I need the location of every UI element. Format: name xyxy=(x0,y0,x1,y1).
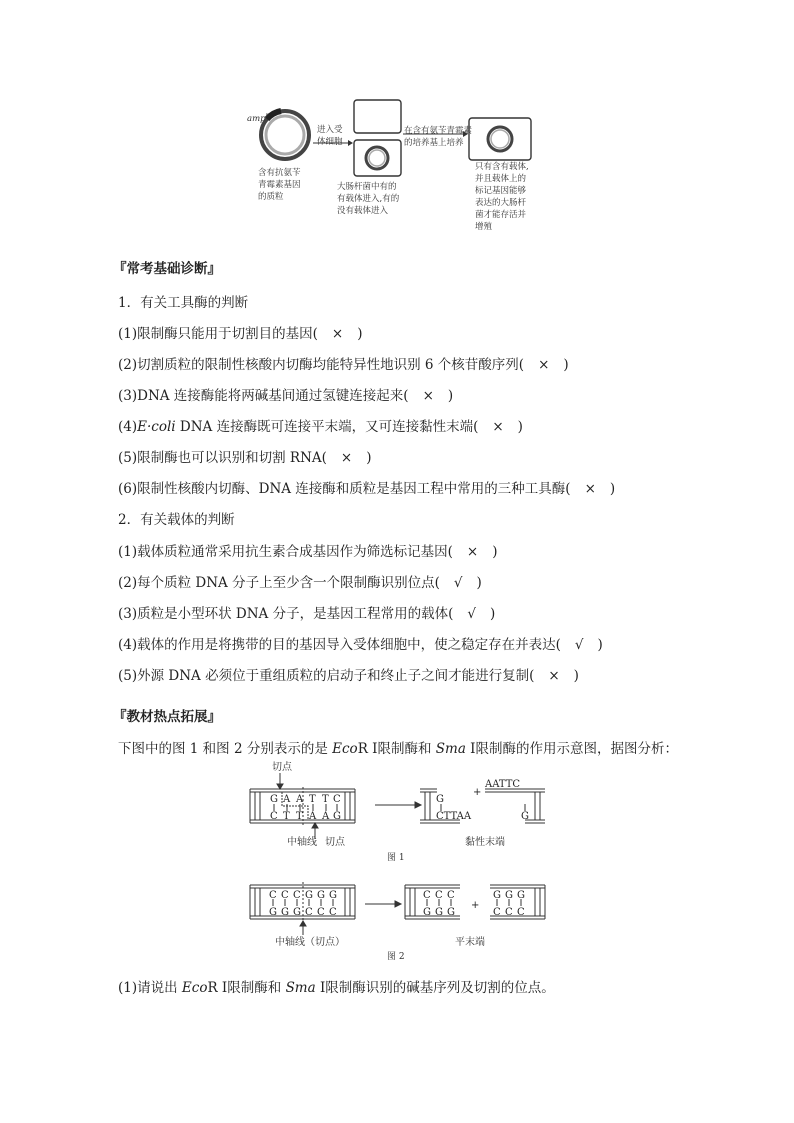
fig1-bottom-base: T xyxy=(283,811,290,822)
fig1-bottom-base: C xyxy=(270,811,278,822)
fig2-axis-label: 中轴线（切点） xyxy=(275,937,345,948)
fig2-bottom-base: C xyxy=(329,907,337,918)
answer-mark: × xyxy=(340,450,353,466)
item2-4: (4)载体的作用是将携带的目的基因导入受体细胞中，使之稳定存在并表达( √ ) xyxy=(118,637,603,653)
fig2-top-base: C xyxy=(293,890,301,901)
fig1-axis-label: 中轴线 xyxy=(287,837,317,848)
fig1-left-product-top: G xyxy=(436,794,444,805)
fig2-left-product-bottom: G xyxy=(447,907,455,918)
left-plasmid-caption: 含有抗氨苄 青霉素基因 的质粒 xyxy=(258,168,301,202)
fig1-bottom-base: G xyxy=(333,811,341,822)
fig1-cut-label-bottom: 切点 xyxy=(325,837,345,848)
cell-with-plasmid-icon xyxy=(354,140,401,176)
answer-mark: × xyxy=(331,326,344,342)
fig1-top-base: A xyxy=(296,794,304,805)
answer-mark: × xyxy=(422,388,434,404)
fig2-left-product-bottom: G xyxy=(423,907,431,918)
fig2-top-base: G xyxy=(317,890,325,901)
fig2-left-product-top: C xyxy=(447,890,455,901)
fig2-bottom-base: G xyxy=(269,907,277,918)
fig2-left-product-top: C xyxy=(423,890,431,901)
answer-mark: × xyxy=(584,481,596,497)
fig2-right-product-top: G xyxy=(493,890,501,901)
fig1-top-base: A xyxy=(283,794,291,805)
fig2-bottom-base: C xyxy=(317,907,325,918)
fig2-right-product-bottom: C xyxy=(493,907,501,918)
fig2-top-base: G xyxy=(305,890,313,901)
fig1-caption: 图 1 xyxy=(387,853,405,863)
item1-2: (2)切割质粒的限制性核酸内切酶均能特异性地识别 6 个核苷酸序列( × ) xyxy=(118,357,569,373)
item2-5: (5)外源 DNA 必须位于重组质粒的启动子和终止子之间才能进行复制( × ) xyxy=(118,668,579,684)
fig1-top-base: G xyxy=(270,794,278,805)
fig1-top-base: T xyxy=(309,794,316,805)
arrow2-label: 在含有氨苄青霉素 的培养基上培养 xyxy=(404,126,473,148)
empty-cell-icon xyxy=(354,100,401,133)
fig2-top-base: C xyxy=(281,890,289,901)
fig2-right-product-bottom: C xyxy=(517,907,525,918)
item1-6: (6)限制性核酸内切酶、DNA 连接酶和质粒是基因工程中常用的三种工具酶( × ) xyxy=(118,481,616,497)
item2-3: (3)质粒是小型环状 DNA 分子，是基因工程常用的载体( √ ) xyxy=(118,606,496,622)
item2-2: (2)每个质粒 DNA 分子上至少含一个限制酶识别位点( √ ) xyxy=(118,575,482,591)
fig2-left-product-bottom: G xyxy=(435,907,443,918)
answer-mark: √ xyxy=(574,637,584,653)
fig2-right-product-bottom: C xyxy=(505,907,513,918)
arrow1-label: 进入受 体细胞 xyxy=(317,125,343,147)
figure-intro: 下图中的图 1 和图 2 分别表示的是 EcoR Ⅰ限制酶和 Sma Ⅰ限制酶的作用示意图，据图分析： xyxy=(118,741,679,757)
item2-1: (1)载体质粒通常采用抗生素合成基因作为筛选标记基因( × ) xyxy=(118,544,498,560)
item1-1: (1)限制酶只能用于切割目的基因( × ) xyxy=(118,326,363,342)
fig1-right-product-bottom: G xyxy=(521,811,529,822)
fig2-right-product-top: G xyxy=(505,890,513,901)
plasmid-figure xyxy=(245,95,545,245)
fig1-result-label: 黏性末端 xyxy=(465,837,505,848)
fig2-plus: + xyxy=(471,900,480,911)
answer-mark: √ xyxy=(453,575,463,591)
fig2-bottom-base: G xyxy=(293,907,301,918)
right-caption: 只有含有载体, 并且载体上的 标记基因能够 表达的大肠杆 菌才能存活并 增殖 xyxy=(475,162,529,232)
fig2-bottom-base: G xyxy=(281,907,289,918)
fig1-left-product-bottom: CTTAA xyxy=(436,811,472,822)
fig1-top-base: T xyxy=(322,794,329,805)
fig2-result-label: 平末端 xyxy=(455,937,485,948)
surviving-cell-icon xyxy=(469,118,531,160)
item1-5: (5)限制酶也可以识别和切割 RNA( × ) xyxy=(118,450,372,466)
item1-4: (4)E·coli DNA 连接酶既可连接平末端，又可连接黏性末端( × ) xyxy=(118,419,523,435)
fig2-caption: 图 2 xyxy=(387,952,405,962)
answer-mark: × xyxy=(538,357,550,373)
fig2-right-product-top: G xyxy=(517,890,525,901)
figure-1 xyxy=(245,762,555,865)
fig2-top-base: G xyxy=(329,890,337,901)
group2-title: 2．有关载体的判断 xyxy=(118,512,235,528)
answer-mark: √ xyxy=(467,606,476,622)
figure-2 xyxy=(245,880,555,965)
fig1-bottom-base: T xyxy=(296,811,303,822)
fig1-top-base: C xyxy=(333,794,341,805)
amp-label: amp$^r$ xyxy=(247,112,269,124)
middle-caption: 大肠杆菌中有的 有载体进入,有的 没有载体进入 xyxy=(337,182,400,216)
fig1-bottom-base: A xyxy=(322,811,330,822)
answer-mark: × xyxy=(492,419,504,435)
section-title-textbook-extension: 『教材热点拓展』 xyxy=(113,709,221,725)
fig2-left-product-top: C xyxy=(435,890,443,901)
group1-title: 1．有关工具酶的判断 xyxy=(118,295,249,311)
item1-3: (3)DNA 连接酶能将两碱基间通过氢键连接起来( × ) xyxy=(118,388,454,404)
fig1-plus: + xyxy=(473,787,482,798)
answer-mark: × xyxy=(466,544,479,560)
question-1: (1)请说出 EcoR Ⅰ限制酶和 Sma Ⅰ限制酶识别的碱基序列及切割的位点。 xyxy=(118,980,555,996)
section-title-basic-diagnosis: 『常考基础诊断』 xyxy=(113,261,221,277)
fig1-bottom-base: A xyxy=(309,811,317,822)
fig1-cut-label-top: 切点 xyxy=(272,762,292,773)
fig2-bottom-base: C xyxy=(305,907,313,918)
fig1-right-product-top: AATTC xyxy=(485,779,521,790)
answer-mark: × xyxy=(548,668,560,684)
fig2-top-base: C xyxy=(269,890,277,901)
